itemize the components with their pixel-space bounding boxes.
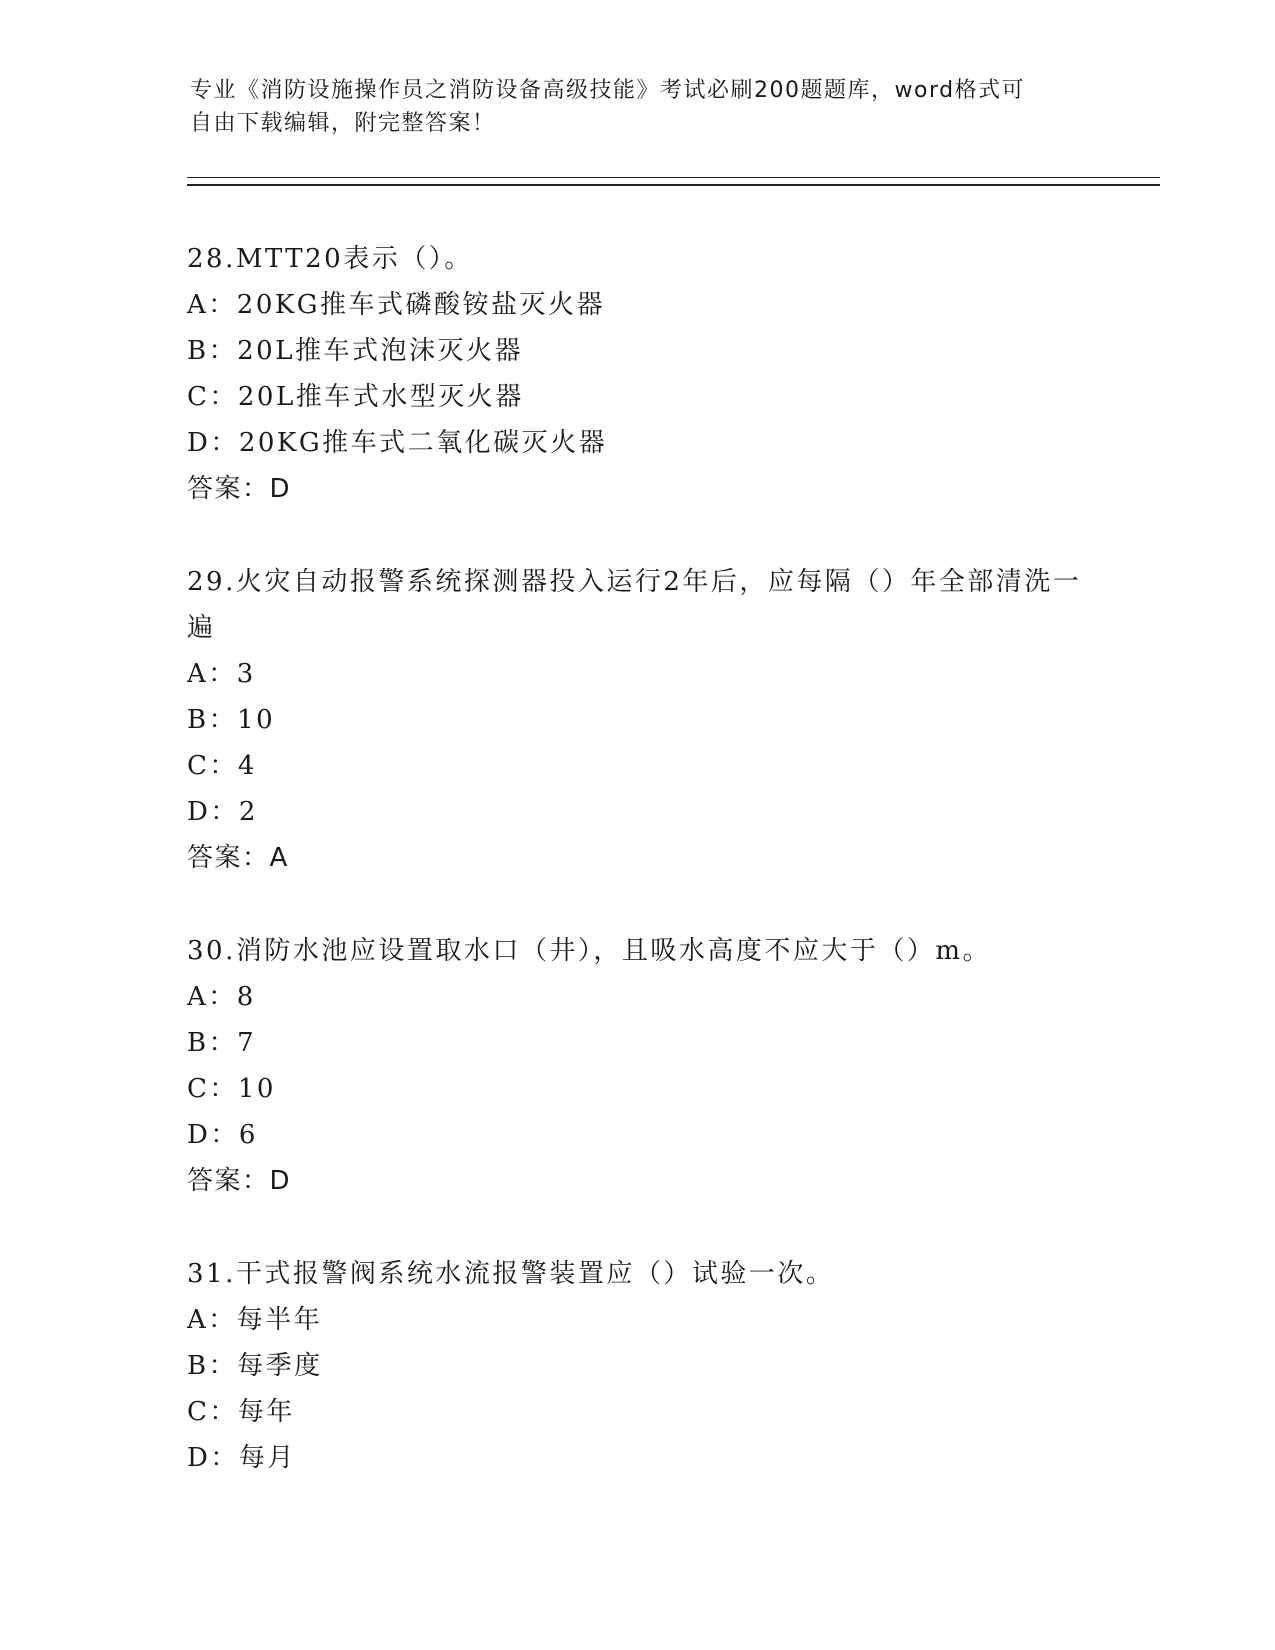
question-text: 30.消防水池应设置取水口（井），且吸水高度不应大于（）m。 [187, 936, 992, 966]
option-b: B：10 [187, 705, 276, 735]
option-d: D：每月 [187, 1443, 296, 1473]
question-31 [187, 1251, 1087, 1481]
question-28 [187, 236, 1087, 512]
question-29 [187, 559, 1087, 881]
answer-line: 答案：D [187, 474, 292, 504]
option-d: D：2 [187, 797, 258, 827]
question-text: 28.MTT20表示（）。 [187, 244, 473, 274]
header-divider [187, 177, 1160, 186]
option-a: A：每半年 [187, 1305, 323, 1335]
option-c: C：4 [187, 751, 257, 781]
question-text: 29.火灾自动报警系统探测器投入运行2年后，应每隔（）年全部清洗一遍 [187, 567, 1082, 643]
option-d: D：6 [187, 1120, 258, 1150]
question-text: 31.干式报警阀系统水流报警装置应（）试验一次。 [187, 1259, 835, 1289]
option-c: C：每年 [187, 1397, 295, 1427]
option-b: B：7 [187, 1028, 257, 1058]
question-list [187, 236, 1087, 1528]
option-b: B：每季度 [187, 1351, 323, 1381]
answer-line: 答案：A [187, 843, 289, 873]
option-c: C：10 [187, 1074, 276, 1104]
answer-line: 答案：D [187, 1166, 292, 1196]
option-b: B：20L推车式泡沫灭火器 [187, 336, 523, 366]
header-line-1: 专业《消防设施操作员之消防设备高级技能》考试必刷200题题库，word格式可 [190, 78, 1026, 103]
option-c: C：20L推车式水型灭火器 [187, 382, 524, 412]
header-line-2: 自由下载编辑，附完整答案！ [190, 111, 496, 136]
option-a: A：20KG推车式磷酸铵盐灭火器 [187, 290, 606, 320]
option-a: A：3 [187, 659, 256, 689]
option-d: D：20KG推车式二氧化碳灭火器 [187, 428, 608, 458]
question-30 [187, 928, 1087, 1204]
option-a: A：8 [187, 982, 256, 1012]
document-header [190, 74, 1070, 140]
